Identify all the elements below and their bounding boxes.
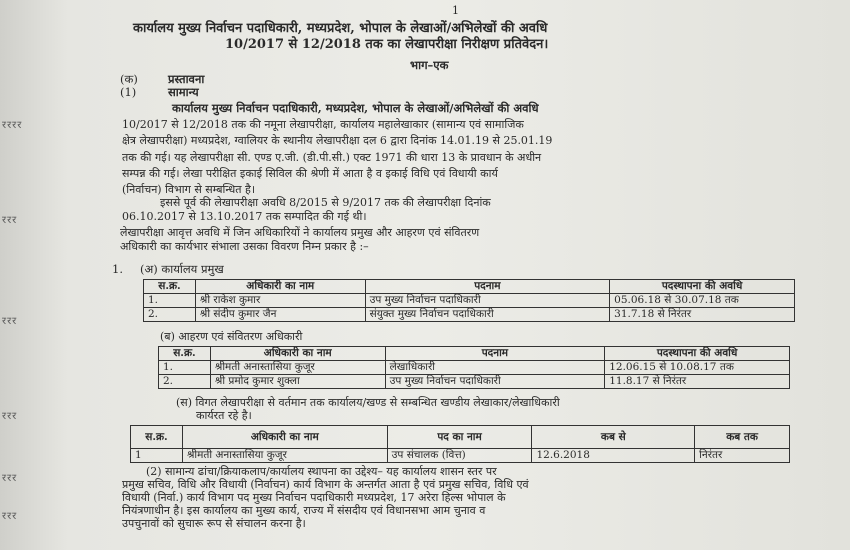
list-number: 1.: [112, 262, 123, 276]
column-header: स.क्र.: [131, 426, 183, 449]
para3-line: लेखापरीक्षा आवृत्त अवधि में जिन अधिकारियों ने कार्यालय प्रमुख और आहरण एवं संवितरण: [120, 226, 480, 239]
para1-line: सम्पन्न की गई। लेखा परीक्षित इकाई सिविल की श्रेणी में आता है व इकाई विधि एवं विधायी कार्य: [122, 167, 498, 180]
column-header: अधिकारी का नाम: [182, 426, 387, 449]
table-cell: श्रीमती अनास्तासिया कुजूर: [182, 449, 387, 463]
table-cell: 05.06.18 से 30.07.18 तक: [610, 294, 795, 308]
para1-line: तक की गई। यह लेखापरीक्षा सी. एण्ड ए.जी. (डी.पी.सी.) एक्ट 1971 की धारा 13 के प्रावधान के अधीन: [122, 151, 542, 164]
column-header: स.क्र.: [159, 347, 211, 361]
table-row: [159, 375, 790, 389]
table-cell: 2.: [159, 375, 211, 389]
table-row: [131, 449, 790, 463]
table-b-caption: (ब) आहरण एवं संवितरण अधिकारी: [160, 330, 303, 343]
column-header: पदनाम: [365, 280, 610, 294]
table-ddo: [158, 346, 790, 389]
table-cell: 1.: [159, 361, 211, 375]
table-cell: उप मुख्य निर्वाचन पदाधिकारी: [385, 375, 605, 389]
column-header: कब से: [532, 426, 695, 449]
para1-line: क्षेत्र लेखापरीक्षा) मध्यप्रदेश, ग्वालियर के स्थानीय लेखापरीक्षा दल 6 द्वारा दिनांक 14.01.19 से 25.01.19: [122, 134, 553, 147]
section-k-title: प्रस्तावना: [168, 72, 205, 86]
table-cell: श्री राकेश कुमार: [195, 294, 365, 308]
table-cell: निरंतर: [695, 449, 790, 463]
para1-line: 10/2017 से 12/2018 तक की नमूना लेखापरीक्षा, कार्यालय महालेखाकार (सामान्य एवं सामाजिक: [122, 118, 524, 131]
para4-line: (2) सामान्य ढांचा/क्रियाकलाप/कार्यालय स्थापना का उद्देश्य– यह कार्यालय शासन स्तर पर: [146, 465, 497, 478]
table-cell: संयुक्त मुख्य निर्वाचन पदाधिकारी: [365, 308, 610, 322]
column-header: अधिकारी का नाम: [210, 347, 385, 361]
para2-line: 06.10.2017 से 13.10.2017 तक सम्पादित की गई थी।: [122, 210, 367, 223]
table-cell: उप संचालक (वित्त): [387, 449, 532, 463]
table-cell: 31.7.18 से निरंतर: [610, 308, 795, 322]
table-cell: 2.: [144, 308, 196, 322]
table-cell: उप मुख्य निर्वाचन पदाधिकारी: [365, 294, 610, 308]
margin-mark: ररर: [2, 473, 18, 484]
para4-line: विधायी (निर्वा.) कार्य विभाग पद मुख्य निर्वाचन पदाधिकारी मध्यप्रदेश, 17 अरेरा हिल्स भोपाल के: [122, 491, 506, 504]
header-line-2: 10/2017 से 12/2018 तक का लेखापरीक्षा निरीक्षण प्रतिवेदन।: [225, 37, 549, 52]
margin-mark: ररर: [2, 411, 18, 422]
column-header: पद का नाम: [387, 426, 532, 449]
para2-line: इससे पूर्व की लेखापरीक्षा अवधि 8/2015 से 9/2017 तक की लेखापरीक्षा दिनांक: [160, 196, 491, 209]
table-cell: लेखाधिकारी: [385, 361, 605, 375]
table-header-row: [144, 280, 795, 294]
table-cell: 11.8.17 से निरंतर: [605, 375, 790, 389]
table-a-caption: (अ) कार्यालय प्रमुख: [140, 262, 224, 276]
table-cell: 12.6.2018: [532, 449, 695, 463]
margin-mark: रररर: [2, 120, 23, 131]
table-cell: श्री संदीप कुमार जैन: [195, 308, 365, 322]
table-cell: 1: [131, 449, 183, 463]
table-office-head: [143, 279, 795, 322]
para3-line: अधिकारी का कार्यभार संभाला उसका विवरण निम्न प्रकार है :–: [120, 240, 369, 253]
table-c-caption-line: कार्यरत रहे है।: [196, 409, 252, 422]
header-line-1: कार्यालय मुख्य निर्वाचन पदाधिकारी, मध्यप्रदेश, भोपाल के लेखाओं/अभिलेखों की अवधि: [133, 21, 548, 36]
para1-line: (निर्वाचन) विभाग से सम्बन्धित है।: [122, 183, 255, 196]
table-header-row: [159, 347, 790, 361]
table-cell: 1.: [144, 294, 196, 308]
para4-line: उपचुनावों को सुचारू रूप से संचालन करना है।: [122, 517, 306, 530]
column-header: स.क्र.: [144, 280, 196, 294]
table-row: [144, 294, 795, 308]
table-row: [159, 361, 790, 375]
table-cell: श्री प्रमोद कुमार शुक्ला: [210, 375, 385, 389]
margin-mark: ररर: [2, 215, 18, 226]
table-c-caption-line: (स) विगत लेखापरीक्षा से वर्तमान तक कार्यालय/खण्ड से सम्बन्धित खण्डीय लेखाकार/लेखाधिकारी: [176, 396, 560, 409]
table-header-row: [131, 426, 790, 449]
para4-line: नियंत्रणाधीन है। इस कार्यालय का मुख्य कार्य, राज्य में संसदीय एवं विधानसभा आम चुनाव व: [122, 504, 486, 517]
page-number: 1: [452, 4, 459, 17]
table-divisional-accountants: [130, 425, 790, 463]
margin-mark: ररर: [2, 316, 18, 327]
column-header: अधिकारी का नाम: [195, 280, 365, 294]
column-header: कब तक: [695, 426, 790, 449]
table-cell: 12.06.15 से 10.08.17 तक: [605, 361, 790, 375]
section-1-title: सामान्य: [168, 85, 199, 99]
column-header: पदस्थापना की अवधि: [605, 347, 790, 361]
table-row: [144, 308, 795, 322]
part-title: भाग–एक: [410, 58, 449, 72]
section-1-number: (1): [120, 85, 137, 99]
para4-line: प्रमुख सचिव, विधि और विधायी (निर्वाचन) कार्य विभाग के अन्तर्गत आता है एवं प्रमुख सचिव, विधि एवं: [122, 478, 529, 491]
section-k-number: (क): [120, 72, 138, 86]
column-header: पदनाम: [385, 347, 605, 361]
para1-line: कार्यालय मुख्य निर्वाचन पदाधिकारी, मध्यप्रदेश, भोपाल के लेखाओं/अभिलेखों की अवधि: [172, 101, 539, 115]
table-cell: श्रीमती अनास्तासिया कुजूर: [210, 361, 385, 375]
margin-mark: ररर: [2, 511, 18, 522]
column-header: पदस्थापना की अवधि: [610, 280, 795, 294]
